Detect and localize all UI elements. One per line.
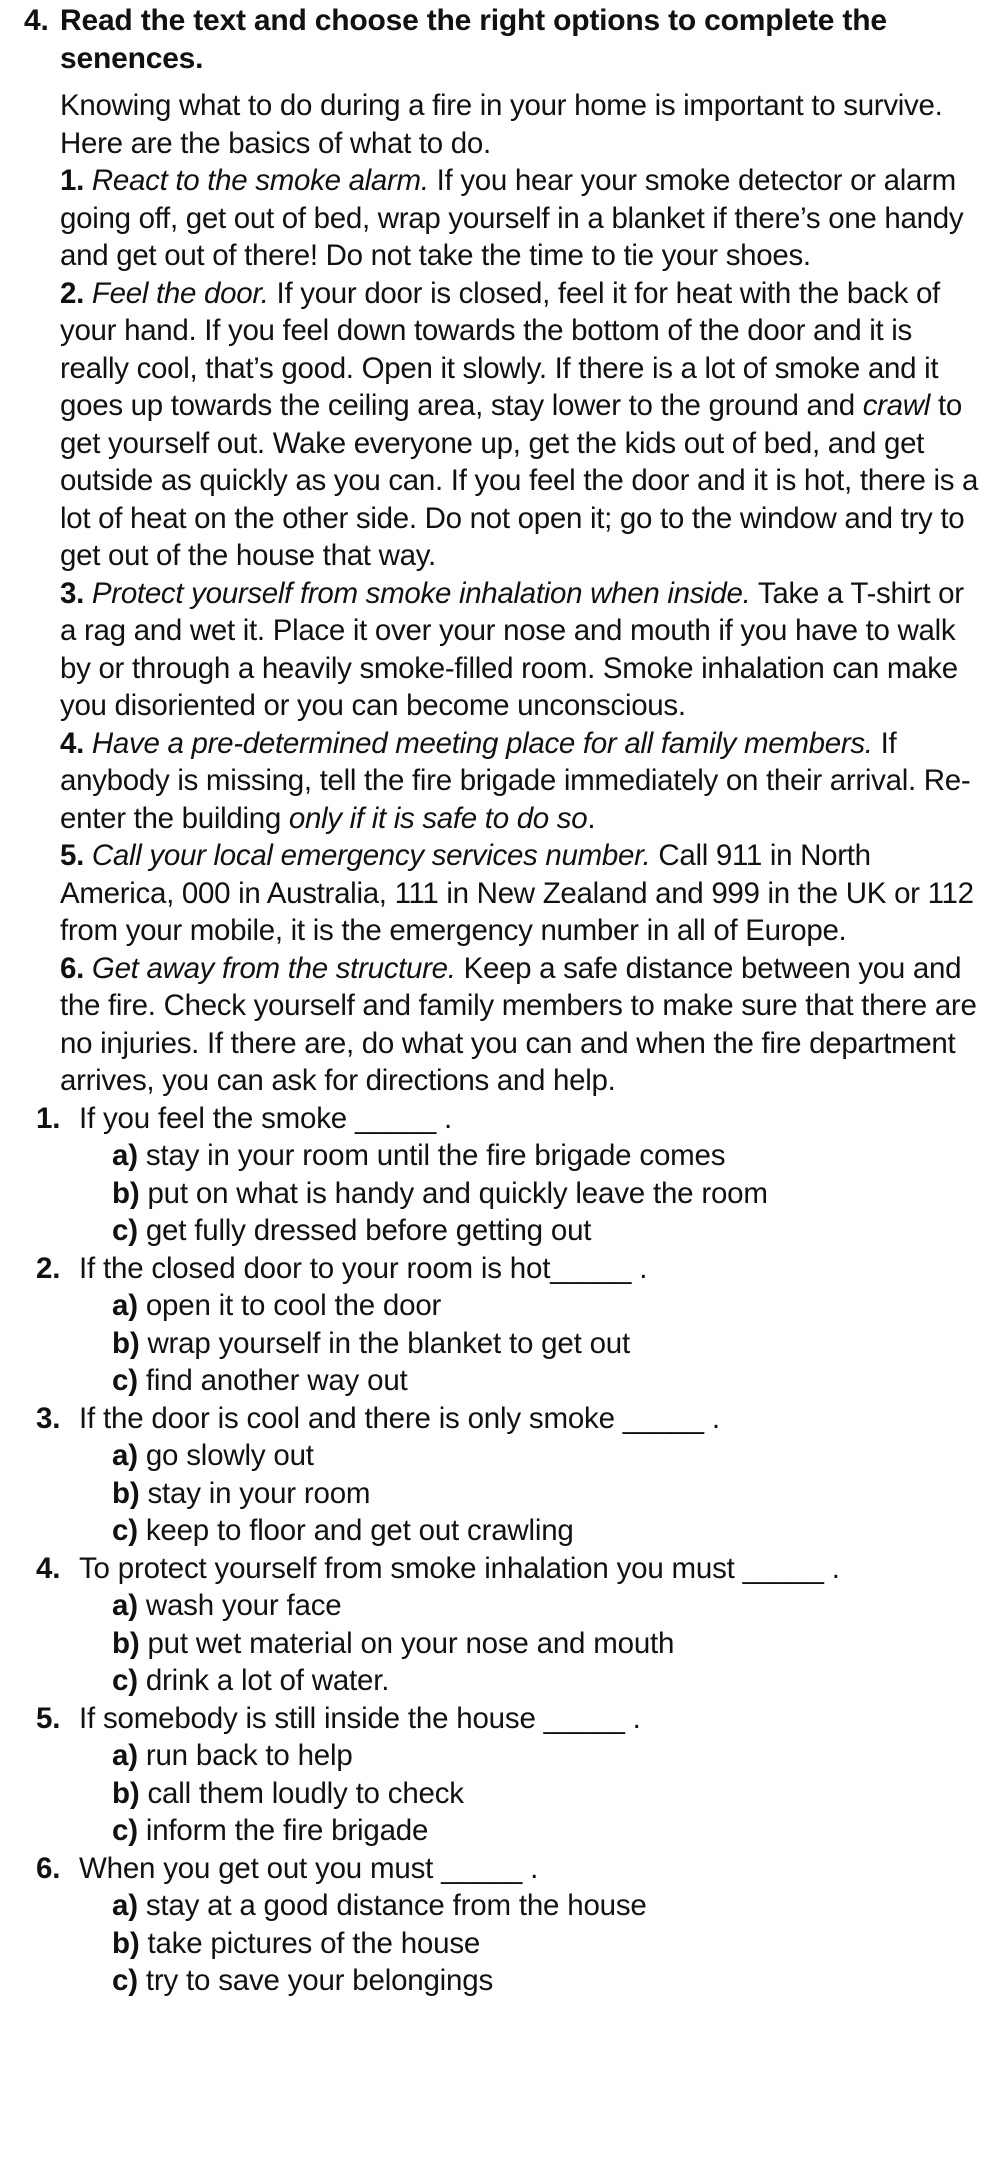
question-text: When you get out you must _____ . <box>79 1851 539 1885</box>
option-letter: a) <box>112 1589 138 1622</box>
tip-title: Protect yourself from smoke inhalation when inside. <box>91 576 751 610</box>
tip-title: Get away from the structure. <box>91 951 456 985</box>
question-item <box>24 1850 984 2000</box>
answer-option[interactable] <box>112 1925 984 1963</box>
answer-option[interactable] <box>112 1325 984 1363</box>
option-text: stay at a good distance from the house <box>145 1889 647 1922</box>
question-text: If you feel the smoke _____ . <box>79 1101 453 1135</box>
answer-option[interactable] <box>112 1812 984 1850</box>
option-letter: a) <box>112 1289 138 1322</box>
option-letter: a) <box>112 1889 138 1922</box>
question-number: 6. <box>36 1851 61 1885</box>
question-number: 2. <box>36 1251 61 1285</box>
question-number: 3. <box>36 1401 61 1435</box>
tip-paragraph <box>60 575 984 725</box>
answer-option[interactable] <box>112 1962 984 2000</box>
option-letter: c) <box>112 1664 138 1697</box>
tip-body-continued: to get yourself out. Wake everyone up, get the kids out of bed, and get outside as quickly as you can. If you feel the door and it is hot, there is a lot of heat on the other side. Do not open it; go to the window and try to get out of the house that way. <box>60 389 979 572</box>
question-stem <box>24 1400 984 1438</box>
option-text: call them loudly to check <box>147 1776 464 1810</box>
question-stem <box>24 1700 984 1738</box>
option-letter: c) <box>112 1814 138 1847</box>
question-text: If somebody is still inside the house _____ . <box>79 1701 641 1735</box>
option-text: run back to help <box>145 1739 353 1772</box>
question-item <box>24 1700 984 1850</box>
option-letter: a) <box>112 1439 138 1472</box>
answer-option[interactable] <box>112 1475 984 1513</box>
tip-title: Feel the door. <box>91 276 269 310</box>
task-header <box>24 2 984 78</box>
option-letter: a) <box>112 1739 138 1772</box>
option-text: wash your face <box>145 1589 342 1622</box>
option-letter: c) <box>112 1964 138 1997</box>
question-stem <box>24 1250 984 1288</box>
option-letter: c) <box>112 1364 138 1397</box>
tip-number: 2. <box>60 276 85 310</box>
tip-body: If your door is closed, feel it for heat with the back of your hand. If you feel down towards the bottom of the door and it is really cool, that’s good. Open it slowly. If there is a lot of smoke and it goes up towards the ceiling area, stay lower to the ground and <box>60 276 940 422</box>
tip-body-emphasis: only if it is safe to do so <box>288 801 588 835</box>
tip-paragraph <box>60 162 984 275</box>
option-text: put on what is handy and quickly leave the room <box>147 1176 768 1210</box>
answer-option[interactable] <box>112 1175 984 1213</box>
tip-number: 3. <box>60 576 85 610</box>
question-stem <box>24 1850 984 1888</box>
option-text: try to save your belongings <box>145 1964 494 1997</box>
answer-option[interactable] <box>112 1662 984 1700</box>
tip-paragraph <box>60 837 984 950</box>
option-letter: b) <box>112 1476 140 1510</box>
answer-option[interactable] <box>112 1587 984 1625</box>
question-text: If the door is cool and there is only smoke _____ . <box>79 1401 720 1435</box>
tip-paragraph <box>60 725 984 838</box>
question-item <box>24 1250 984 1400</box>
option-letter: a) <box>112 1139 138 1172</box>
tip-body: Keep a safe distance between you and the fire. Check yourself and family members to make sure that there are no injuries. If there are, do what you can and when the fire department arrives, you can ask for directions and help. <box>60 951 977 1097</box>
tip-paragraph <box>60 275 984 575</box>
reading-text <box>60 87 984 1100</box>
tip-body-emphasis: crawl <box>862 389 931 422</box>
option-text: wrap yourself in the blanket to get out <box>147 1326 630 1360</box>
answer-option[interactable] <box>112 1437 984 1475</box>
answer-option[interactable] <box>112 1287 984 1325</box>
question-item <box>24 1100 984 1250</box>
answer-option[interactable] <box>112 1625 984 1663</box>
tip-body: If anybody is missing, tell the fire brigade immediately on their arrival. Re-enter the building <box>60 726 971 835</box>
tip-paragraph <box>60 950 984 1100</box>
answer-option[interactable] <box>112 1887 984 1925</box>
option-letter: c) <box>112 1214 138 1247</box>
option-letter: b) <box>112 1626 140 1660</box>
answer-option[interactable] <box>112 1512 984 1550</box>
tip-title: Call your local emergency services number. <box>91 839 651 872</box>
option-text: stay in your room until the fire brigade comes <box>145 1139 726 1172</box>
tip-number: 4. <box>60 726 85 760</box>
question-list <box>24 1100 984 2000</box>
question-item <box>24 1400 984 1550</box>
option-text: put wet material on your nose and mouth <box>147 1626 675 1660</box>
option-letter: b) <box>112 1326 140 1360</box>
question-text: If the closed door to your room is hot_____ . <box>79 1251 648 1285</box>
option-letter: c) <box>112 1514 138 1547</box>
option-letter: b) <box>112 1926 140 1960</box>
option-letter: b) <box>112 1776 140 1810</box>
answer-option[interactable] <box>112 1212 984 1250</box>
tip-title: Have a pre-determined meeting place for all family members. <box>91 726 873 760</box>
answer-option[interactable] <box>112 1362 984 1400</box>
task-number: 4. <box>24 4 49 37</box>
question-text: To protect yourself from smoke inhalation you must _____ . <box>79 1551 840 1585</box>
tip-body: Take a T-shirt or a rag and wet it. Place it over your nose and mouth if you have to walk by or through a heavily smoke-filled room. Smoke inhalation can make you disoriented or you can become unconscious. <box>60 576 964 722</box>
tip-number: 1. <box>60 164 85 197</box>
tip-body-continued: . <box>587 801 596 835</box>
task-title: Read the text and choose the right options to complete the senences. <box>60 4 887 75</box>
answer-option[interactable] <box>112 1775 984 1813</box>
option-text: find another way out <box>145 1364 408 1397</box>
option-text: drink a lot of water. <box>145 1664 390 1697</box>
option-text: take pictures of the house <box>147 1926 481 1960</box>
answer-option[interactable] <box>112 1137 984 1175</box>
tip-body: Call 911 in North America, 000 in Australia, 111 in New Zealand and 999 in the UK or 112 from your mobile, it is the emergency number in all of Europe. <box>60 839 974 947</box>
option-text: keep to floor and get out crawling <box>145 1514 574 1547</box>
option-letter: b) <box>112 1176 140 1210</box>
question-number: 1. <box>36 1101 61 1135</box>
question-stem <box>24 1100 984 1138</box>
tip-title: React to the smoke alarm. <box>91 164 429 197</box>
question-stem <box>24 1550 984 1588</box>
reading-intro: Knowing what to do during a fire in your home is important to survive. Here are the basics of what to do. <box>60 89 943 160</box>
tip-number: 6. <box>60 951 85 985</box>
option-text: stay in your room <box>147 1476 371 1510</box>
question-item <box>24 1550 984 1700</box>
tip-body: If you hear your smoke detector or alarm going off, get out of bed, wrap yourself in a blanket if there’s one handy and get out of there! Do not take the time to tie your shoes. <box>60 164 964 272</box>
option-text: get fully dressed before getting out <box>145 1214 592 1247</box>
option-text: go slowly out <box>145 1439 314 1472</box>
option-text: inform the fire brigade <box>145 1814 429 1847</box>
tip-number: 5. <box>60 839 85 872</box>
answer-option[interactable] <box>112 1737 984 1775</box>
question-number: 5. <box>36 1701 61 1735</box>
option-text: open it to cool the door <box>145 1289 442 1322</box>
question-number: 4. <box>36 1551 61 1585</box>
